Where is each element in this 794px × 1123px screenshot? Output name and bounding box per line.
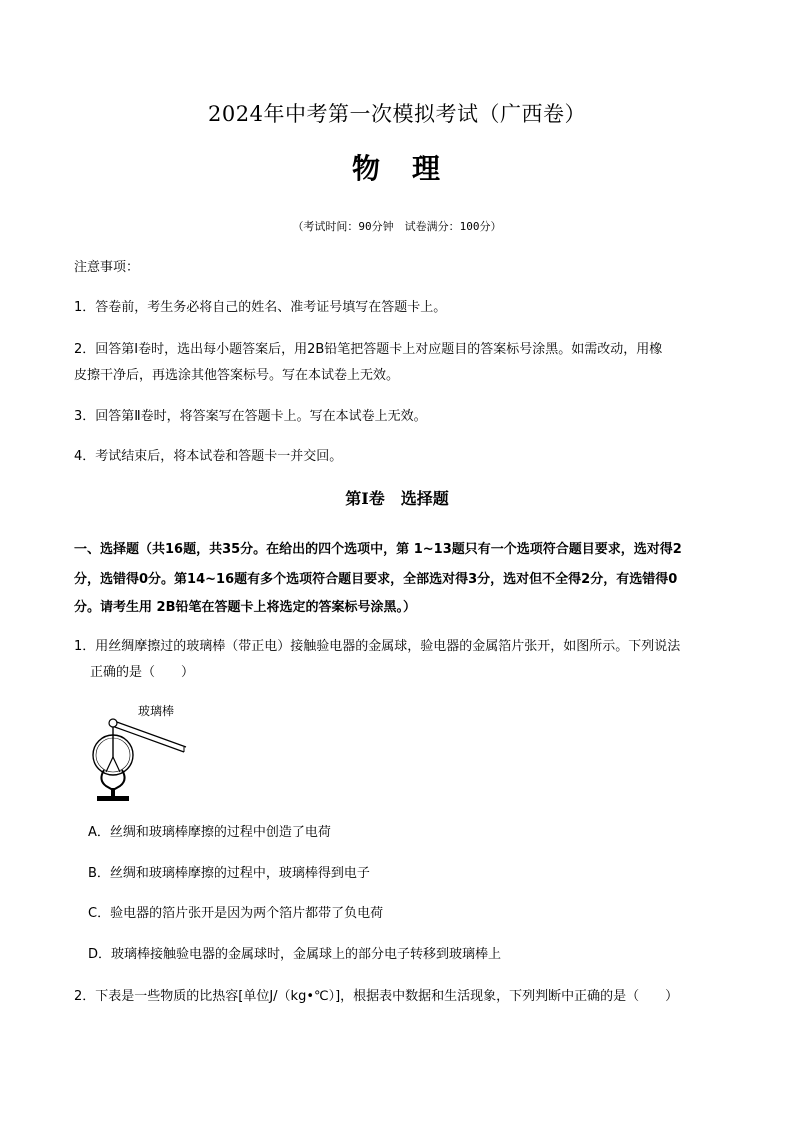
metal-ball <box>109 719 117 727</box>
subject-title: 物 理 <box>351 152 442 185</box>
notice-item: 2．回答第Ⅰ卷时，选出每小题答案后，用2B铅笔把答题卡上对应题目的答案标号涂黑。如需改动，用橡 <box>74 342 663 357</box>
stand-arm <box>101 770 113 790</box>
exam-title: 2024年中考第一次模拟考试（广西卷） <box>208 102 586 126</box>
stand-post <box>111 788 115 796</box>
stand-base <box>97 796 129 801</box>
question-1-stem: 1．用丝绸摩擦过的玻璃棒（带正电）接触验电器的金属球，验电器的金属箔片张开，如图所示。下列说法 <box>74 639 681 654</box>
notice-item: 4．考试结束后，将本试卷和答题卡一并交回。 <box>74 449 343 464</box>
notice-item: 3．回答第Ⅱ卷时，将答案写在答题卡上。写在本试卷上无效。 <box>74 409 427 424</box>
section-title: 第Ⅰ卷 选择题 <box>345 489 449 508</box>
section-instructions: 分。请考生用 2B铅笔在答题卡上将选定的答案标号涂黑。） <box>74 600 416 615</box>
glass-rod-edge <box>112 726 184 752</box>
glass-rod-label: 玻璃棒 <box>138 704 175 718</box>
section-instructions: 一、选择题（共16题，共35分。在给出的四个选项中，第 1~13题只有一个选项符合题目要求，选对得2 <box>74 542 682 557</box>
section-instructions: 分，选错得0分。第14~16题有多个选项符合题目要求，全部选对得3分，选对但不全得2分，有选错得0 <box>74 572 678 587</box>
question-1-option-b: B．丝绸和玻璃棒摩擦的过程中，玻璃棒得到电子 <box>88 866 370 881</box>
question-1-stem-continued: 正确的是（ ） <box>90 665 195 680</box>
notice-item-continued: 皮擦干净后，再选涂其他答案标号。写在本试卷上无效。 <box>74 368 400 383</box>
foil-leaves <box>106 757 120 772</box>
question-1-option-a: A．丝绸和玻璃棒摩擦的过程中创造了电荷 <box>88 825 331 840</box>
notice-item: 1．答卷前，考生务必将自己的姓名、准考证号填写在答题卡上。 <box>74 300 447 315</box>
exam-info: （考试时间：90分钟 试卷满分：100分） <box>292 220 502 233</box>
question-2-stem: 2．下表是一些物质的比热容[单位J/（kg•℃）]，根据表中数据和生活现象，下列判断中正确的是（ ） <box>74 989 679 1004</box>
question-1-option-d: D．玻璃棒接触验电器的金属球时，金属球上的部分电子转移到玻璃棒上 <box>88 947 502 962</box>
notice-title: 注意事项： <box>74 260 140 275</box>
question-1-option-c: C．验电器的箔片张开是因为两个箔片都带了负电荷 <box>88 906 384 921</box>
